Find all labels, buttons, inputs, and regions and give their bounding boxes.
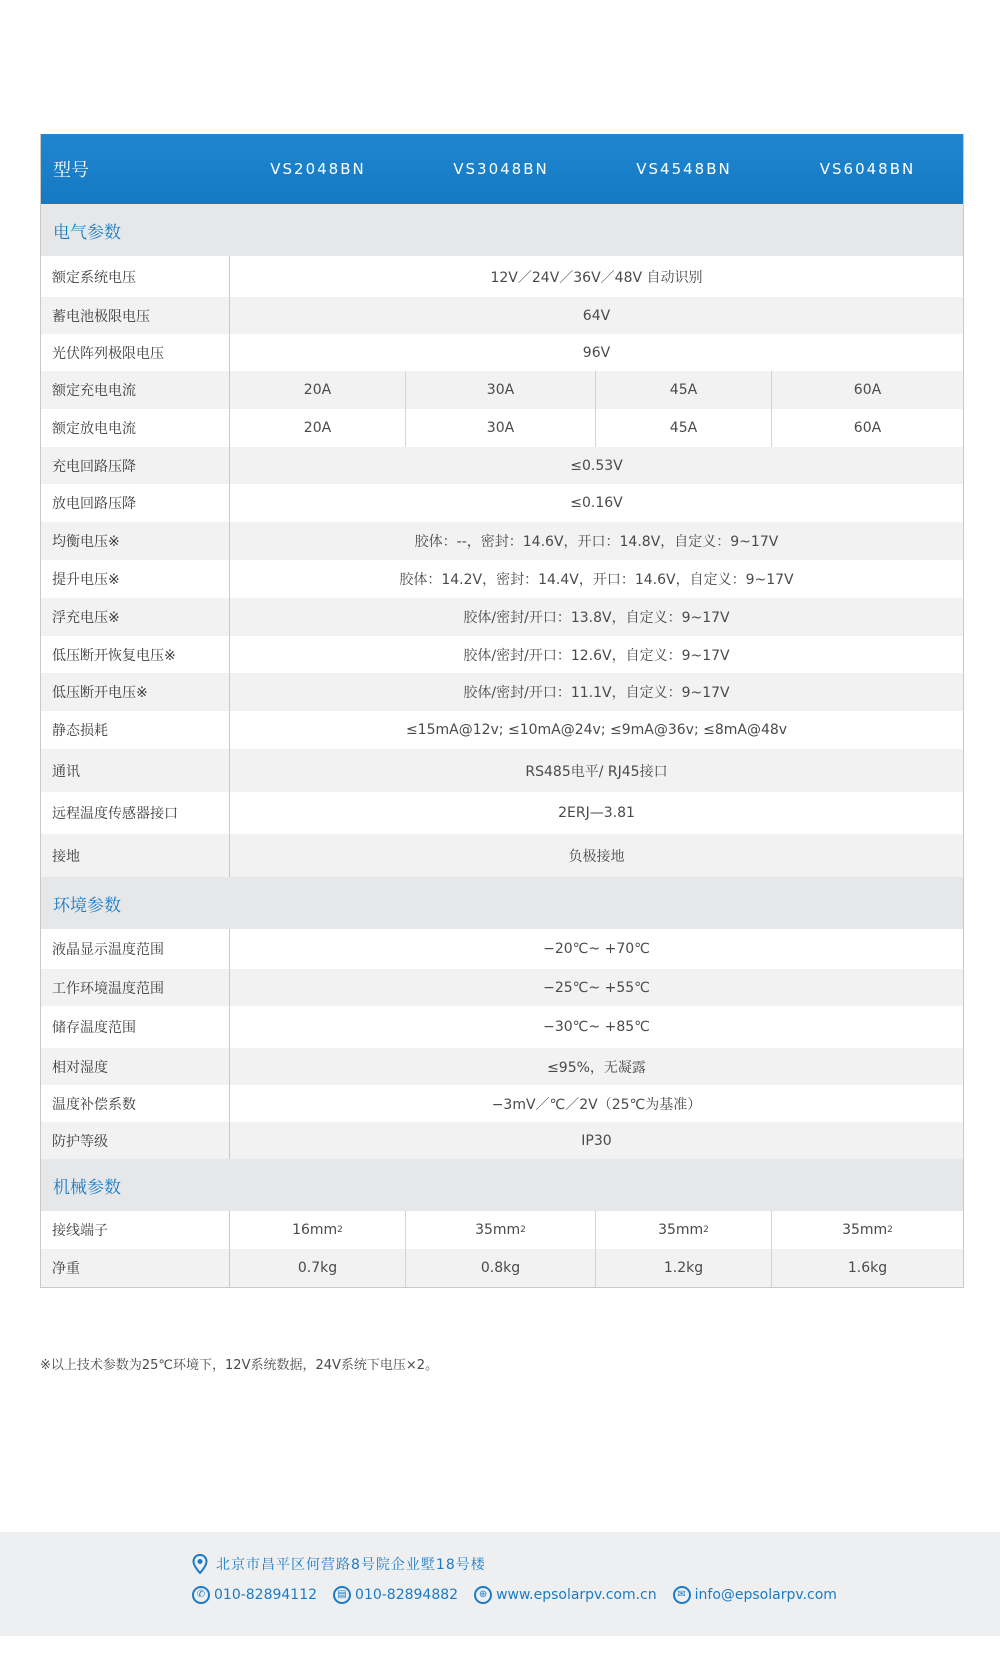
- row-label: 光伏阵列极限电压: [41, 334, 230, 371]
- row-value: 64V: [582, 307, 611, 324]
- table-row: [41, 522, 963, 560]
- row-label: 接地: [41, 834, 230, 877]
- row-label: 液晶显示温度范围: [41, 929, 230, 969]
- table-row: [41, 334, 963, 371]
- row-value-2: [406, 409, 596, 447]
- email-link[interactable]: info@epsolarpv.com: [694, 1587, 837, 1603]
- row-value: 96V: [582, 344, 611, 361]
- row-value: ≤15mA@12v; ≤10mA@24v; ≤9mA@36v; ≤8mA@48v: [405, 722, 788, 738]
- table-row: [41, 409, 963, 447]
- table-row: [41, 1006, 963, 1048]
- value-text: 35mm: [475, 1222, 521, 1238]
- row-value: 胶体/密封/开口：11.1V，自定义：9~17V: [463, 685, 730, 701]
- row-label: 温度补偿系数: [41, 1085, 230, 1122]
- address-text: 北京市昌平区何营路8号院企业墅18号楼: [216, 1557, 486, 1573]
- row-value: IP30: [581, 1132, 612, 1149]
- table-row: [41, 598, 963, 636]
- row-value-3: [596, 409, 772, 447]
- value-text: 35mm: [842, 1222, 888, 1238]
- row-label: 净重: [41, 1249, 230, 1287]
- table-row: [41, 371, 963, 409]
- website-item[interactable]: [474, 1586, 657, 1604]
- row-value-3: [596, 371, 772, 409]
- value-superscript: 2: [520, 1225, 526, 1235]
- email-item[interactable]: [673, 1586, 837, 1604]
- phone-item: [192, 1586, 317, 1604]
- row-label: 低压断开恢复电压※: [41, 636, 230, 673]
- header-label: 型号: [53, 160, 89, 181]
- row-value: ≤95%，无凝露: [547, 1059, 646, 1076]
- table-row: [41, 673, 963, 711]
- website-link[interactable]: www.epsolarpv.com.cn: [496, 1587, 657, 1603]
- model-1: VS2048BN: [270, 160, 366, 178]
- row-label: 防护等级: [41, 1122, 230, 1159]
- row-value-1: [230, 409, 406, 447]
- table-row: [41, 447, 963, 484]
- table-row: [41, 560, 963, 598]
- value-superscript: 2: [887, 1225, 893, 1235]
- row-value: 胶体/密封/开口：12.6V，自定义：9~17V: [463, 647, 730, 664]
- row-label: 放电回路压降: [41, 484, 230, 522]
- row-value: −3mV／℃／2V（25℃为基准）: [491, 1096, 702, 1113]
- table-row: [41, 834, 963, 877]
- electrical-body: [41, 256, 963, 877]
- row-label: 工作环境温度范围: [41, 969, 230, 1006]
- footer: [0, 1532, 1000, 1636]
- row-label: 均衡电压※: [41, 522, 230, 560]
- row-value-4: [772, 371, 963, 409]
- row-label: 通讯: [41, 749, 230, 792]
- row-value: ≤0.16V: [570, 495, 623, 511]
- phone-icon: ✆: [192, 1586, 210, 1604]
- row-value-3: [596, 1211, 772, 1249]
- row-label: 静态损耗: [41, 711, 230, 749]
- row-value: 胶体：14.2V，密封：14.4V，开口：14.6V，自定义：9~17V: [399, 572, 794, 588]
- section-electrical: 电气参数: [41, 204, 963, 256]
- row-value-3: [596, 1249, 772, 1287]
- value-text: 35mm: [658, 1222, 704, 1238]
- row-value-4: [772, 409, 963, 447]
- row-value-2: [406, 1249, 596, 1287]
- row-label: 充电回路压降: [41, 447, 230, 484]
- table-row: [41, 297, 963, 334]
- value-text: 30A: [486, 382, 515, 398]
- row-label: 额定放电电流: [41, 409, 230, 447]
- table-row: [41, 929, 963, 969]
- value-text: 0.8kg: [480, 1260, 521, 1276]
- table-row: [41, 711, 963, 749]
- fax-text: 010-82894882: [355, 1587, 459, 1603]
- row-label: 储存温度范围: [41, 1006, 230, 1048]
- row-value: 胶体/密封/开口：13.8V，自定义：9~17V: [463, 610, 730, 626]
- row-value: 2ERJ—3.81: [558, 805, 635, 821]
- value-superscript: 2: [337, 1225, 343, 1235]
- value-text: 20A: [303, 382, 332, 398]
- environment-body: [41, 929, 963, 1159]
- row-value-2: [406, 371, 596, 409]
- row-value: ≤0.53V: [570, 457, 623, 474]
- row-label: 远程温度传感器接口: [41, 792, 230, 834]
- table-row: [41, 749, 963, 792]
- table-row: [41, 1211, 963, 1249]
- row-value: −25℃~ +55℃: [543, 979, 650, 996]
- row-value: −30℃~ +85℃: [543, 1019, 650, 1035]
- row-value: −20℃~ +70℃: [543, 941, 650, 957]
- table-row: [41, 1048, 963, 1085]
- table-row: [41, 969, 963, 1006]
- value-text: 45A: [669, 382, 698, 398]
- model-4: VS6048BN: [819, 160, 916, 178]
- value-text: 45A: [669, 420, 698, 436]
- row-value-1: [230, 371, 406, 409]
- row-label: 接线端子: [41, 1211, 230, 1249]
- table-row: [41, 1122, 963, 1159]
- table-row: [41, 636, 963, 673]
- value-text: 1.6kg: [847, 1260, 888, 1276]
- row-value-4: [772, 1249, 963, 1287]
- value-superscript: 2: [703, 1225, 709, 1235]
- table-row: [41, 484, 963, 522]
- fax-icon: ▤: [333, 1586, 351, 1604]
- row-value-2: [406, 1211, 596, 1249]
- row-value-1: [230, 1211, 406, 1249]
- fax-item: [333, 1586, 458, 1604]
- row-value: RS485电平/ RJ45接口: [525, 763, 668, 780]
- spec-table: [40, 134, 964, 1288]
- row-label: 低压断开电压※: [41, 673, 230, 711]
- value-text: 60A: [853, 420, 882, 436]
- mail-icon: ✉: [673, 1586, 691, 1604]
- row-label: 相对湿度: [41, 1048, 230, 1085]
- row-value: 胶体：--，密封：14.6V，开口：14.8V，自定义：9~17V: [414, 534, 779, 550]
- value-text: 1.2kg: [663, 1260, 704, 1276]
- footer-contacts: [192, 1586, 853, 1604]
- table-row: [41, 792, 963, 834]
- globe-icon: ⊕: [474, 1586, 492, 1604]
- row-value-4: [772, 1211, 963, 1249]
- section-mechanical: 机械参数: [41, 1159, 963, 1211]
- value-text: 20A: [303, 420, 332, 436]
- location-pin-icon: [192, 1554, 208, 1574]
- table-row: [41, 1249, 963, 1287]
- value-text: 0.7kg: [297, 1260, 338, 1276]
- mechanical-body: [41, 1211, 963, 1287]
- model-3: VS4548BN: [636, 160, 732, 178]
- table-row: [41, 256, 963, 297]
- table-row: [41, 1085, 963, 1122]
- value-text: 30A: [486, 420, 515, 436]
- row-label: 浮充电压※: [41, 598, 230, 636]
- row-value: 负极接地: [568, 848, 625, 865]
- section-environment: 环境参数: [41, 877, 963, 929]
- footnote: ※以上技术参数为25℃环境下，12V系统数据，24V系统下电压×2。: [40, 1358, 439, 1373]
- value-text: 16mm: [292, 1222, 338, 1238]
- row-label: 提升电压※: [41, 560, 230, 598]
- phone-text: 010-82894112: [214, 1587, 318, 1603]
- footer-address: [192, 1554, 486, 1574]
- row-value-1: [230, 1249, 406, 1287]
- row-label: 蓄电池极限电压: [41, 297, 230, 334]
- row-value: 12V／24V／36V／48V 自动识别: [490, 269, 703, 286]
- row-label: 额定系统电压: [41, 256, 230, 297]
- value-text: 60A: [853, 382, 882, 398]
- model-2: VS3048BN: [453, 160, 549, 178]
- table-header: [41, 134, 963, 204]
- row-label: 额定充电电流: [41, 371, 230, 409]
